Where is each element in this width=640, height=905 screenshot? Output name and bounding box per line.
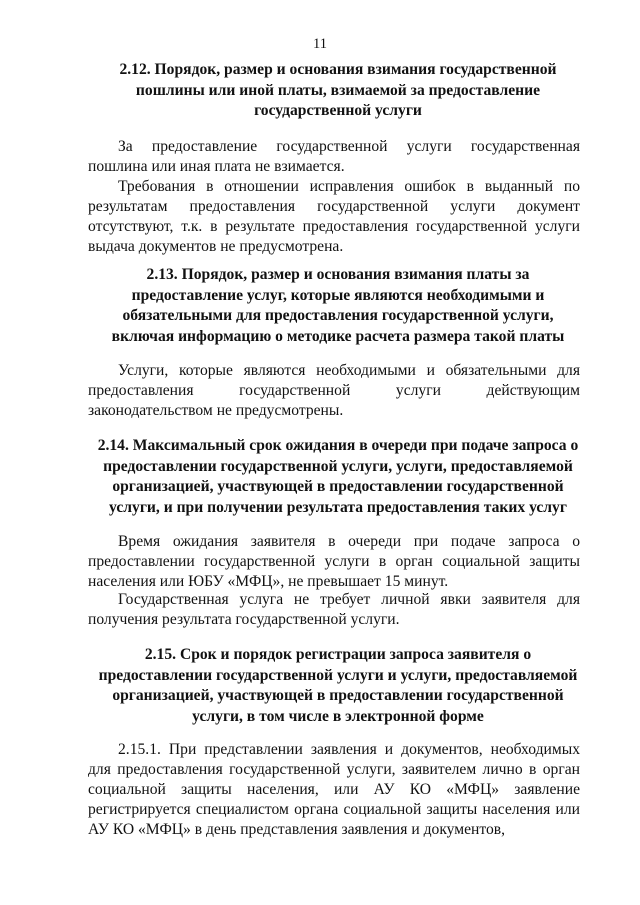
section-heading-2-15: 2.15. Срок и порядок регистрации запроса заявителя о предоставлении государственной услуги и услуги, предоставляемой организацией, участвующей в предоставлении государственной услуги, в том числе в электронной форме [98, 646, 578, 725]
paragraph-2-14-no-visit: Государственная услуга не требует личной явки заявителя для получения результата государственной услуги. [88, 591, 580, 628]
paragraph-2-12-errors: Требования в отношении исправления ошибок в выданный по результатам предоставления государственной услуги документ отсутствуют, т.к. в результате предоставления государственной услуги выдача документов не предусмотрена. [88, 178, 580, 255]
page-number: 11 [313, 36, 327, 52]
paragraph-2-15-1-registration: 2.15.1. При представлении заявления и документов, необходимых для предоставления государственной услуги, заявителем лично в орган социальной защиты населения, или АУ КО «МФЦ» заявление регистрируется специалистом органа социальной защиты населения или АУ КО «МФЦ» в день представления заявления и документов, [88, 741, 580, 838]
paragraph-2-13-services: Услуги, которые являются необходимыми и обязательными для предоставления государственной услуги действующим законодательством не предусмотрены. [88, 362, 580, 419]
paragraph-2-12-fee: За предоставление государственной услуги государственная пошлина или иная плата не взимается. [88, 138, 580, 175]
section-heading-2-14: 2.14. Максимальный срок ожидания в очереди при подаче запроса о предоставлении государственной услуги, услуги, предоставляемой организацией, участвующей в предоставлении государственной услуги, и при получении результата предоставления таких услуг [97, 437, 579, 516]
section-heading-2-13: 2.13. Порядок, размер и основания взимания платы за предоставление услуг, которые являются необходимыми и обязательными для предоставления государственной услуги, включая информацию о методике расчета размера такой платы [111, 266, 565, 345]
paragraph-2-14-wait-time: Время ожидания заявителя в очереди при подаче запроса о предоставлении государственной услуги в орган социальной защиты населения или ЮБУ «МФЦ», не превышает 15 минут. [88, 533, 580, 590]
section-heading-2-12: 2.12. Порядок, размер и основания взимания государственной пошлины или иной платы, взимаемой за предоставление государственной услуги [119, 61, 557, 119]
